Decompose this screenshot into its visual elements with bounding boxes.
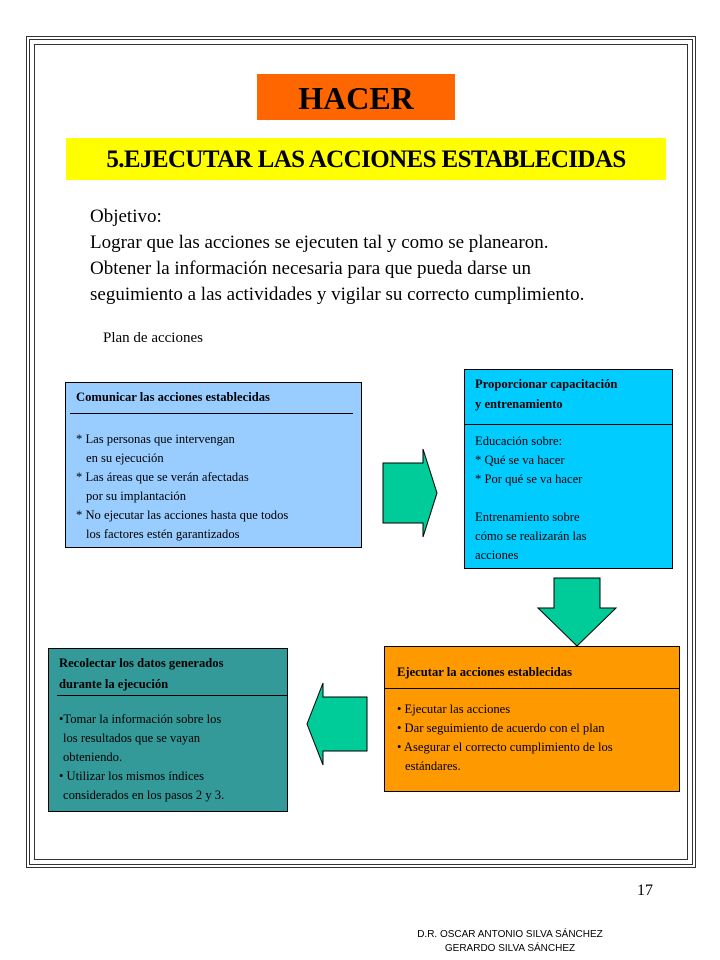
step-title: 5.EJECUTAR LAS ACCIONES ESTABLECIDAS xyxy=(66,138,666,180)
list-item: * No ejecutar las acciones hasta que todos xyxy=(76,508,289,522)
arrow-left-icon xyxy=(305,681,369,767)
list-item: Entrenamiento sobre xyxy=(475,510,580,524)
objective-line: seguimiento a las actividades y vigilar su correcto cumplimiento. xyxy=(90,284,585,305)
box-title-line: durante la ejecución xyxy=(59,677,169,691)
collect-data-box xyxy=(48,648,288,812)
list-item: • Asegurar el correcto cumplimiento de los xyxy=(397,740,613,754)
box-title-line: y entrenamiento xyxy=(475,397,563,411)
arrow-down-icon xyxy=(536,576,618,648)
box-title-line: Proporcionar capacitación xyxy=(475,377,618,391)
box-title: Comunicar las acciones establecidas xyxy=(76,390,270,404)
list-item: * Por qué se va hacer xyxy=(475,472,583,486)
box-title xyxy=(475,374,617,414)
list-item: los factores estén garantizados xyxy=(86,527,240,541)
plan-label: Plan de acciones xyxy=(103,330,203,346)
credit-line: D.R. OSCAR ANTONIO SILVA SÁNCHEZ xyxy=(417,929,603,940)
credit-line: GERARDO SILVA SÁNCHEZ xyxy=(444,943,576,954)
box-divider xyxy=(465,424,672,425)
section-title: HACER xyxy=(257,74,455,120)
box-divider xyxy=(385,688,679,689)
training-box xyxy=(464,369,673,569)
page-number: 17 xyxy=(637,882,653,899)
communicate-actions-box xyxy=(65,382,362,548)
execute-actions-box xyxy=(384,646,680,792)
credits xyxy=(300,928,720,956)
list-item: estándares. xyxy=(405,759,461,773)
box-list xyxy=(59,710,224,805)
objective-text xyxy=(90,204,690,308)
list-item: * Qué se va hacer xyxy=(475,453,565,467)
list-item: • Utilizar los mismos índices xyxy=(59,769,205,783)
arrow-right-icon xyxy=(381,447,439,539)
list-item: por su implantación xyxy=(86,489,187,503)
box-list xyxy=(475,432,587,565)
list-item: * Las personas que intervengan xyxy=(76,432,235,446)
box-list xyxy=(397,700,613,776)
box-list xyxy=(76,430,288,544)
list-item: considerados en los pasos 2 y 3. xyxy=(63,788,225,802)
list-item: * Las áreas que se verán afectadas xyxy=(76,470,249,484)
box-title xyxy=(59,653,224,695)
objective-line: Obtener la información necesaria para que pueda darse un xyxy=(90,258,532,279)
list-item: • Dar seguimiento de acuerdo con el plan xyxy=(397,721,605,735)
objective-line: Lograr que las acciones se ejecuten tal y como se planearon. xyxy=(90,232,549,253)
list-item: • Ejecutar las acciones xyxy=(397,702,511,716)
list-item: en su ejecución xyxy=(86,451,164,465)
list-item: •Tomar la información sobre los xyxy=(59,712,222,726)
list-item: los resultados que se vayan xyxy=(63,731,201,745)
list-item: acciones xyxy=(475,548,519,562)
list-item: obteniendo. xyxy=(63,750,123,764)
list-item xyxy=(475,489,587,508)
box-divider xyxy=(70,413,353,414)
list-item: Educación sobre: xyxy=(475,434,563,448)
box-divider xyxy=(57,695,287,696)
box-title: Ejecutar la acciones establecidas xyxy=(397,665,573,679)
objective-line: Objetivo: xyxy=(90,206,162,227)
list-item: cómo se realizarán las xyxy=(475,529,587,543)
box-title-line: Recolectar los datos generados xyxy=(59,656,224,670)
